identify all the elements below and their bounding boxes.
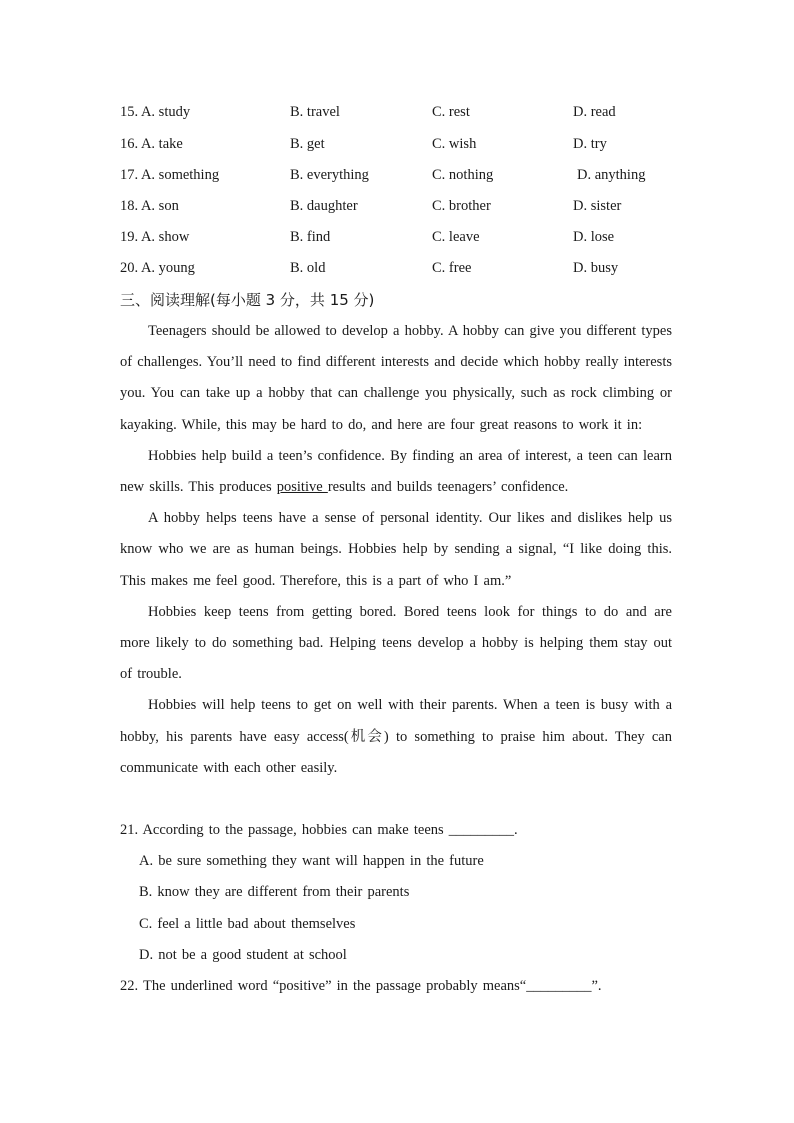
- option-b: B. daughter: [290, 198, 358, 214]
- option-a: 18. A. son: [120, 198, 179, 214]
- option-d: D. anything: [577, 167, 646, 183]
- option-a: 15. A. study: [120, 104, 191, 120]
- option-d: D. read: [573, 104, 616, 120]
- paragraph-2-text-after: results and builds teenagers’ confidence.: [327, 479, 569, 496]
- option-c: C. free: [432, 260, 472, 276]
- question-21-choice-b: B. know they are different from their parents: [139, 884, 410, 900]
- option-c: C. nothing: [432, 167, 494, 183]
- option-row-18: [120, 196, 680, 216]
- option-c: C. wish: [432, 136, 477, 152]
- option-row-15: [120, 102, 680, 122]
- option-d: D. try: [573, 136, 607, 152]
- option-a: 19. A. show: [120, 229, 190, 245]
- option-row-16: [120, 134, 680, 154]
- option-c: C. brother: [432, 198, 491, 214]
- section-title: 三、阅读理解(每小题 3 分，共 15 分): [120, 291, 375, 309]
- question-21-choice-a: A. be sure something they want will happen in the future: [139, 853, 484, 869]
- option-row-19: [120, 227, 680, 247]
- option-b: B. find: [290, 229, 331, 245]
- paragraph-2-text-before: Hobbies help build a teen’s confidence. By finding an area of interest, a teen can learn new skills. This produces: [120, 447, 672, 496]
- question-22-stem: 22. The underlined word “positive” in the passage probably means“_________”.: [120, 978, 602, 994]
- passage-paragraph-3: A hobby helps teens have a sense of personal identity. Our likes and dislikes help us know who we are as human beings. Hobbies help by sending a signal, “I like doing this. This makes me feel good. Therefore, this is a part of who I am.”: [120, 510, 672, 589]
- option-d: D. lose: [573, 229, 615, 245]
- passage-paragraph-2: [120, 441, 672, 503]
- option-c: C. rest: [432, 104, 470, 120]
- option-a: 16. A. take: [120, 136, 183, 152]
- passage-paragraph-4: Hobbies keep teens from getting bored. Bored teens look for things to do and are more likely to do something bad. Helping teens develop a hobby is helping them stay out of trouble.: [120, 603, 672, 683]
- option-a: 20. A. young: [120, 260, 195, 276]
- option-row-17: [120, 165, 680, 185]
- reading-passage: [120, 316, 672, 784]
- option-b: B. travel: [290, 104, 340, 120]
- question-21-choice-d: D. not be a good student at school: [139, 947, 347, 963]
- option-d: D. busy: [573, 260, 619, 276]
- option-b: B. old: [290, 260, 326, 276]
- option-b: B. get: [290, 136, 325, 152]
- question-21-choice-c: C. feel a little bad about themselves: [139, 916, 356, 932]
- option-c: C. leave: [432, 229, 480, 245]
- option-row-20: [120, 258, 680, 278]
- passage-paragraph-1: Teenagers should be allowed to develop a hobby. A hobby can give you different types of challenges. You’ll need to find different interests and decide which hobby really interests you. You can take up a hobby that can challenge you physically, such as rock climbing or kayaking. While, this may be hard to do, and here are four great reasons to work it in:: [120, 323, 672, 433]
- option-b: B. everything: [290, 167, 369, 183]
- question-21-stem: 21. According to the passage, hobbies can make teens _________.: [120, 822, 518, 838]
- underlined-word-positive: positive: [276, 479, 328, 496]
- option-a: 17. A. something: [120, 167, 220, 183]
- option-d: D. sister: [573, 198, 622, 214]
- passage-paragraph-5: Hobbies will help teens to get on well with their parents. When a teen is busy with a hobby, his parents have easy access(机会) to something to praise him about. They can communicate with each other easily.: [120, 697, 672, 776]
